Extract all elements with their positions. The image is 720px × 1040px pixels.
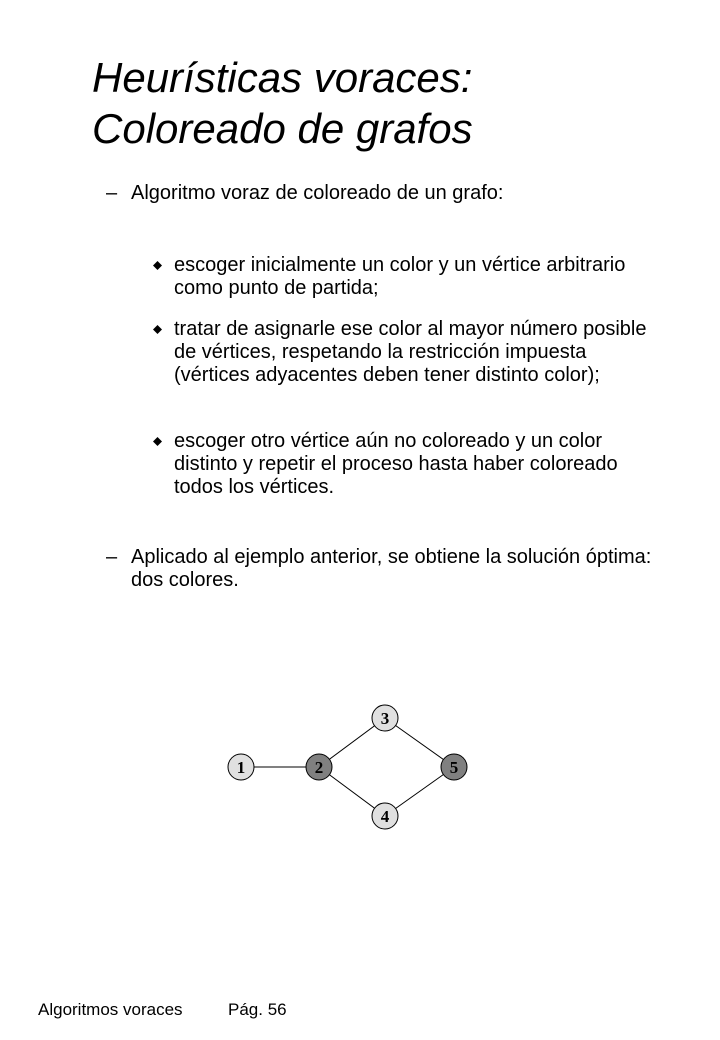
- graph-node-3: [372, 705, 398, 731]
- footer-page-number: Pág. 56: [228, 1000, 287, 1019]
- bullet-text: tratar de asignarle ese color al mayor número posible de vértices, respetando la restricción impuesta (vértices adyacentes deben tener distinto color);: [174, 318, 647, 386]
- graph-diagram: [210, 690, 490, 850]
- dash-item-applied: [106, 546, 666, 592]
- graph-edges: [241, 718, 454, 816]
- graph-node-5: [441, 754, 467, 780]
- dash-marker: –: [106, 546, 118, 568]
- graph-node-label: 5: [449, 758, 459, 777]
- title-line-1: Heurísticas voraces:: [92, 54, 473, 101]
- graph-node-label: 2: [314, 758, 324, 777]
- graph-node-1: [228, 754, 254, 780]
- bullet-item-2: [153, 318, 653, 387]
- dash-marker: –: [106, 182, 118, 204]
- bullet-item-1: [153, 254, 653, 300]
- graph-node-label: 3: [380, 709, 390, 728]
- dash-item-text: Algoritmo voraz de coloreado de un grafo:: [131, 182, 504, 204]
- diamond-bullet-icon: [153, 325, 162, 334]
- bullet-text: escoger inicialmente un color y un vértice arbitrario como punto de partida;: [174, 254, 626, 299]
- graph-node-label: 1: [236, 758, 246, 777]
- graph-node-label: 4: [380, 807, 390, 826]
- graph-node-4: [372, 803, 398, 829]
- bullet-text: escoger otro vértice aún no coloreado y un color distinto y repetir el proceso hasta haber coloreado todos los vértices.: [174, 430, 618, 498]
- diamond-bullet-icon: [153, 261, 162, 270]
- dash-item-text: Aplicado al ejemplo anterior, se obtiene la solución óptima: dos colores.: [131, 546, 652, 591]
- slide-title: [92, 52, 692, 154]
- diamond-bullet-icon: [153, 437, 162, 446]
- dash-item-algorithm: [106, 182, 666, 205]
- title-line-2: Coloreado de grafos: [92, 105, 473, 152]
- footer-course: Algoritmos voraces: [38, 1000, 183, 1019]
- bullet-item-3: [153, 430, 653, 499]
- graph-node-2: [306, 754, 332, 780]
